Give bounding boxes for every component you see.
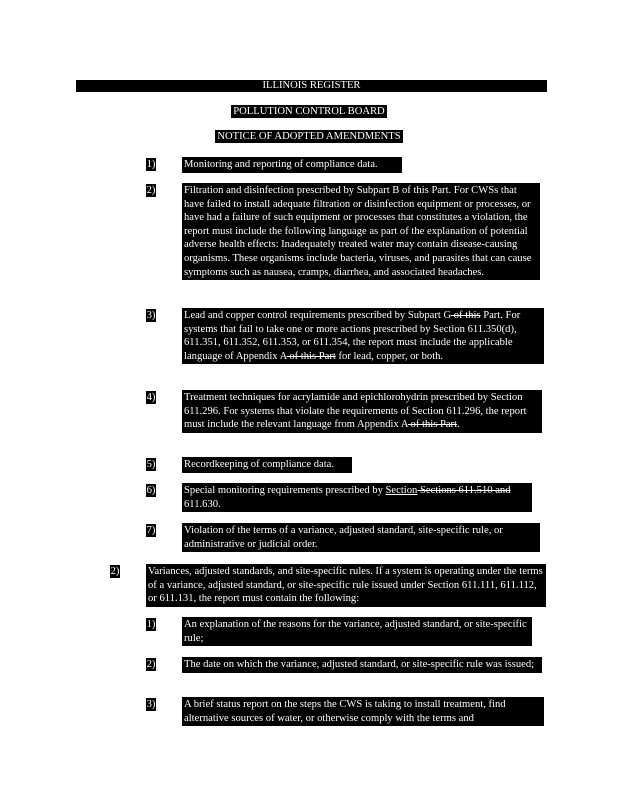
item-6-strike: Sections 611.510 and <box>417 485 511 496</box>
item-6-text-a: Special monitoring requirements prescribed by <box>184 485 386 496</box>
board-title <box>0 105 618 119</box>
subitem-1-text: An explanation of the reasons for the variance, adjusted standard, or site-specific rule; <box>182 617 532 646</box>
item-7-text: Violation of the terms of a variance, adjusted standard, site-specific rule, or administrative or judicial order. <box>182 523 540 552</box>
subitem-2-number: 2) <box>146 659 156 670</box>
item-3-text <box>182 308 544 364</box>
item-5-number: 5) <box>146 459 156 470</box>
item-4-text <box>182 390 542 433</box>
board-title-text: POLLUTION CONTROL BOARD <box>233 106 385 117</box>
notice-title <box>0 130 618 144</box>
section-2-number: 2) <box>110 566 120 577</box>
item-1-text: Monitoring and reporting of compliance data. <box>182 157 402 173</box>
item-7-number: 7) <box>146 525 156 536</box>
register-title <box>76 79 547 92</box>
item-5-text: Recordkeeping of compliance data. <box>182 457 352 473</box>
section-2-text: Variances, adjusted standards, and site-specific rules. If a system is operating under the terms of a variance, adjusted standard, or site-specific rule issued under Section 611.111, 611.112, or 611.131, the report must contain the following: <box>146 564 546 607</box>
item-3-text-b: Part. For systems that fail to take one or more actions prescribed by Section 611.350(d), 611.351, 611.352, 611.353, or 611.354, the report must include the applicable language of Appendix A <box>184 310 521 362</box>
subitem-2-text: The date on which the variance, adjusted standard, or site-specific rule was issued; <box>182 657 542 673</box>
item-4-strike: of this Part <box>407 419 458 431</box>
item-3-strike-a: of this <box>451 310 481 321</box>
item-6-text-c: 611.630. <box>184 498 221 510</box>
item-4-text-c: . <box>457 419 460 431</box>
item-4-number: 4) <box>146 392 156 403</box>
item-4-text-a: Treatment techniques for acrylamide and epichlorohydrin prescribed by Section 611.296. For systems that violate the requirements of Section 611.296, the report must include the relevant language from Appendix A <box>184 392 527 431</box>
item-3-strike-b: of this Part <box>286 350 336 362</box>
item-2-number: 2) <box>146 185 156 196</box>
item-6-underline: Section <box>385 485 418 496</box>
item-3-number: 3) <box>146 310 156 321</box>
item-6-text <box>182 483 532 512</box>
register-title-text: ILLINOIS REGISTER <box>262 80 361 91</box>
item-2-text: Filtration and disinfection prescribed by Subpart B of this Part. For CWSs that have failed to install adequate filtration or disinfection equipment or processes, or have had a failure of such equipment or processes that constitutes a violation, the report must include the following language as part of the explanation of potential adverse health effects: Inadequately treated water may contain disease-causing organisms. These organisms include bacteria, viruses, and parasites that can cause symptoms such as nausea, cramps, diarrhea, and associated headaches. <box>182 183 540 280</box>
item-3-text-a: Lead and copper control requirements prescribed by Subpart G <box>184 310 452 321</box>
item-3-text-c: for lead, copper, or both. <box>335 350 444 362</box>
subitem-1-number: 1) <box>146 619 156 630</box>
item-1-number: 1) <box>146 159 156 170</box>
item-6-number: 6) <box>146 485 156 496</box>
notice-title-text: NOTICE OF ADOPTED AMENDMENTS <box>217 131 401 142</box>
subitem-3-text: A brief status report on the steps the CWS is taking to install treatment, find alternative sources of water, or otherwise comply with the terms and <box>182 697 544 726</box>
subitem-3-number: 3) <box>146 699 156 710</box>
